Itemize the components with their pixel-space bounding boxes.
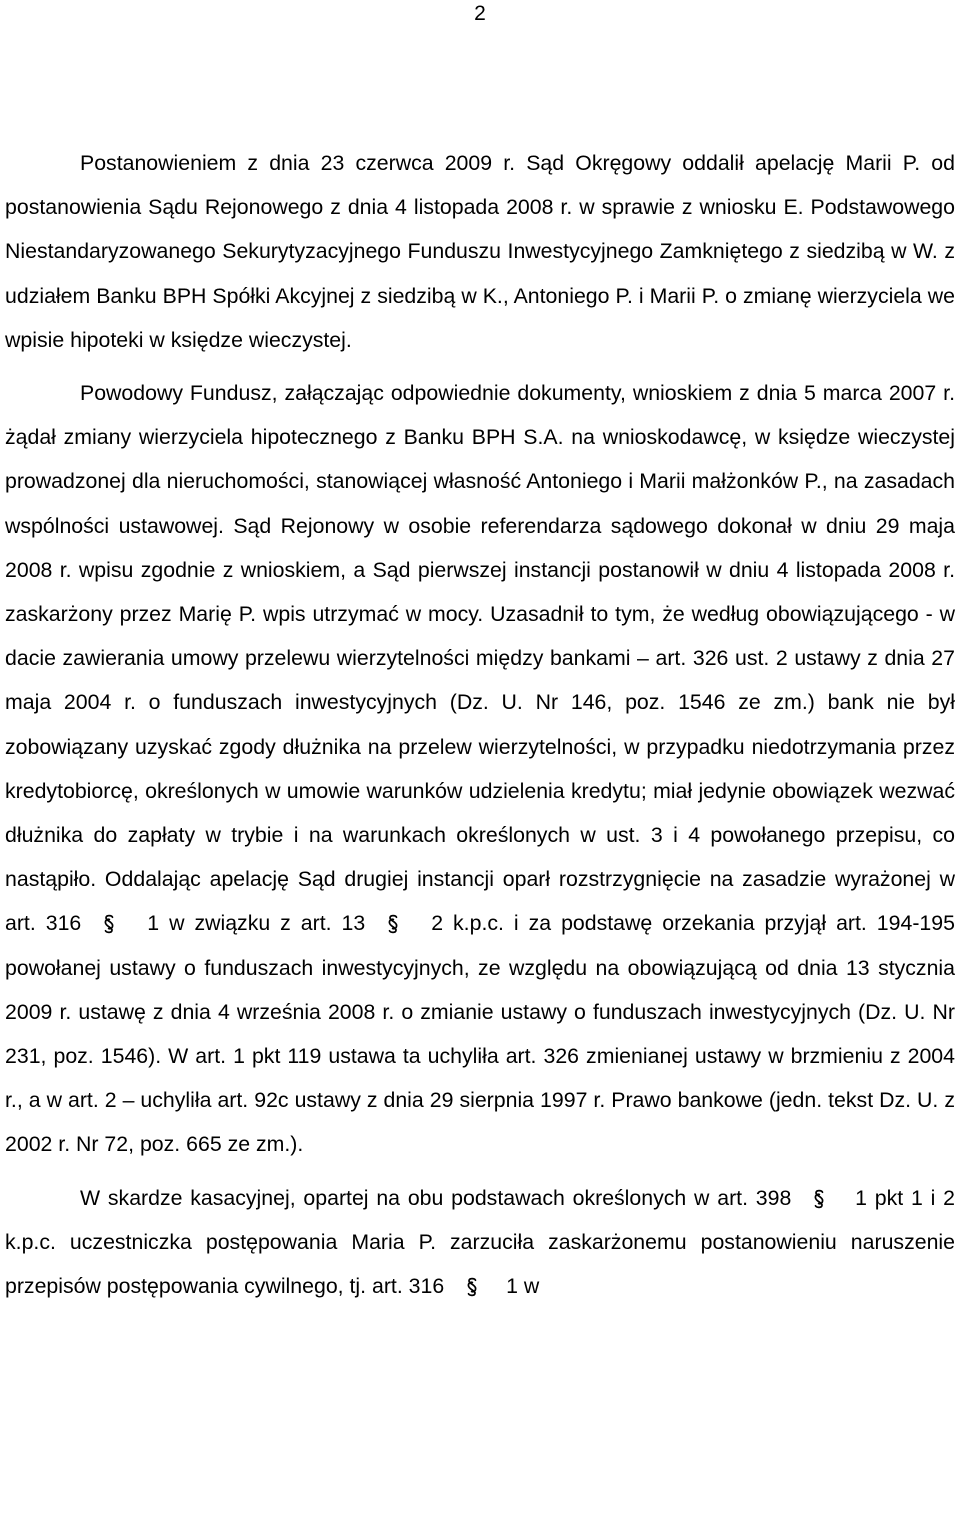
section-sign-icon <box>365 901 421 945</box>
paragraph-text: 1 pkt 1 i 2 k.p.c. uczestniczka postępowania Maria P. zarzuciła zaskarżonemu postanowieniu naruszenie przepisów postępowania cywilnego, tj. art. 316 <box>5 1185 955 1299</box>
paragraph-text: 1 w <box>500 1274 540 1299</box>
paragraph-text: 2 k.p.c. i za podstawę orzekania przyjął art. 194-195 powołanej ustawy o funduszach inwestycyjnych, ze względu na obowiązującą od dnia 13 stycznia 2009 r. ustawę z dnia 4 września 2008 r. o zmianie ustawy o funduszach inwestycyjnych (Dz. U. Nr 231, poz. 1546). W art. 1 pkt 119 ustawa ta uchyliła art. 326 zmienianej ustawy w brzmieniu z 2004 r., a w art. 2 – uchyliła art. 92c ustawy z dnia 29 sierpnia 1997 r. Prawo bankowe (jedn. tekst Dz. U. z 2002 r. Nr 72, poz. 665 ze zm.). <box>5 911 955 1157</box>
page-number: 2 <box>474 2 486 25</box>
paragraph-2 <box>5 371 955 1167</box>
document-body <box>5 141 955 1308</box>
paragraph-1 <box>5 141 955 362</box>
paragraph-text: 1 w związku z art. 13 <box>137 911 366 936</box>
section-sign-icon <box>791 1176 847 1220</box>
section-sign-icon <box>81 901 137 945</box>
paragraph-text: Powodowy Fundusz, załączając odpowiednie dokumenty, wnioskiem z dnia 5 marca 2007 r. żądał zmiany wierzyciela hipotecznego z Banku BPH S.A. na wnioskodawcę, w księdze wieczystej prowadzonej dla nieruchomości, stanowiącej własność Antoniego i Marii małżonków P., na zasadach wspólności ustawowej. Sąd Rejonowy w osobie referendarza sądowego dokonał w dniu 29 maja 2008 r. wpisu zgodnie z wnioskiem, a Sąd pierwszej instancji postanowił w dniu 4 listopada 2008 r. zaskarżony przez Marię P. wpis utrzymać w mocy. Uzasadnił to tym, że według obowiązującego - w dacie zawierania umowy przelewu wierzytelności między bankami – art. 326 ust. 2 ustawy z dnia 27 maja 2004 r. o funduszach inwestycyjnych (Dz. U. Nr 146, poz. 1546 ze zm.) bank nie był zobowiązany uzyskać zgody dłużnika na przelew wierzytelności, w przypadku niedotrzymania przez kredytobiorcę, określonych w umowie warunków udzielenia kredytu; miał jedynie obowiązek wezwać dłużnika do zapłaty w trybie i na warunkach określonych w ust. 3 i 4 powołanego przepisu, co nastąpiło. Oddalając apelację Sąd drugiej instancji oparł rozstrzygnięcie na zasadzie wyrażonej w art. 316 <box>5 381 955 936</box>
section-sign-icon <box>444 1264 500 1308</box>
paragraph-3 <box>5 1176 955 1309</box>
paragraph-text: Postanowieniem z dnia 23 czerwca 2009 r. Sąd Okręgowy oddalił apelację Marii P. od postanowienia Sądu Rejonowego z dnia 4 listopada 2008 r. w sprawie z wniosku E. Podstawowego Niestandaryzowanego Sekurytyzacyjnego Funduszu Inwestycyjnego Zamkniętego z siedzibą w W. z udziałem Banku BPH Spółki Akcyjnej z siedzibą w K., Antoniego P. i Marii P. o zmianę wierzyciela we wpisie hipoteki w księdze wieczystej. <box>5 151 955 352</box>
paragraph-text: W skardze kasacyjnej, opartej na obu podstawach określonych w art. 398 <box>80 1185 792 1210</box>
